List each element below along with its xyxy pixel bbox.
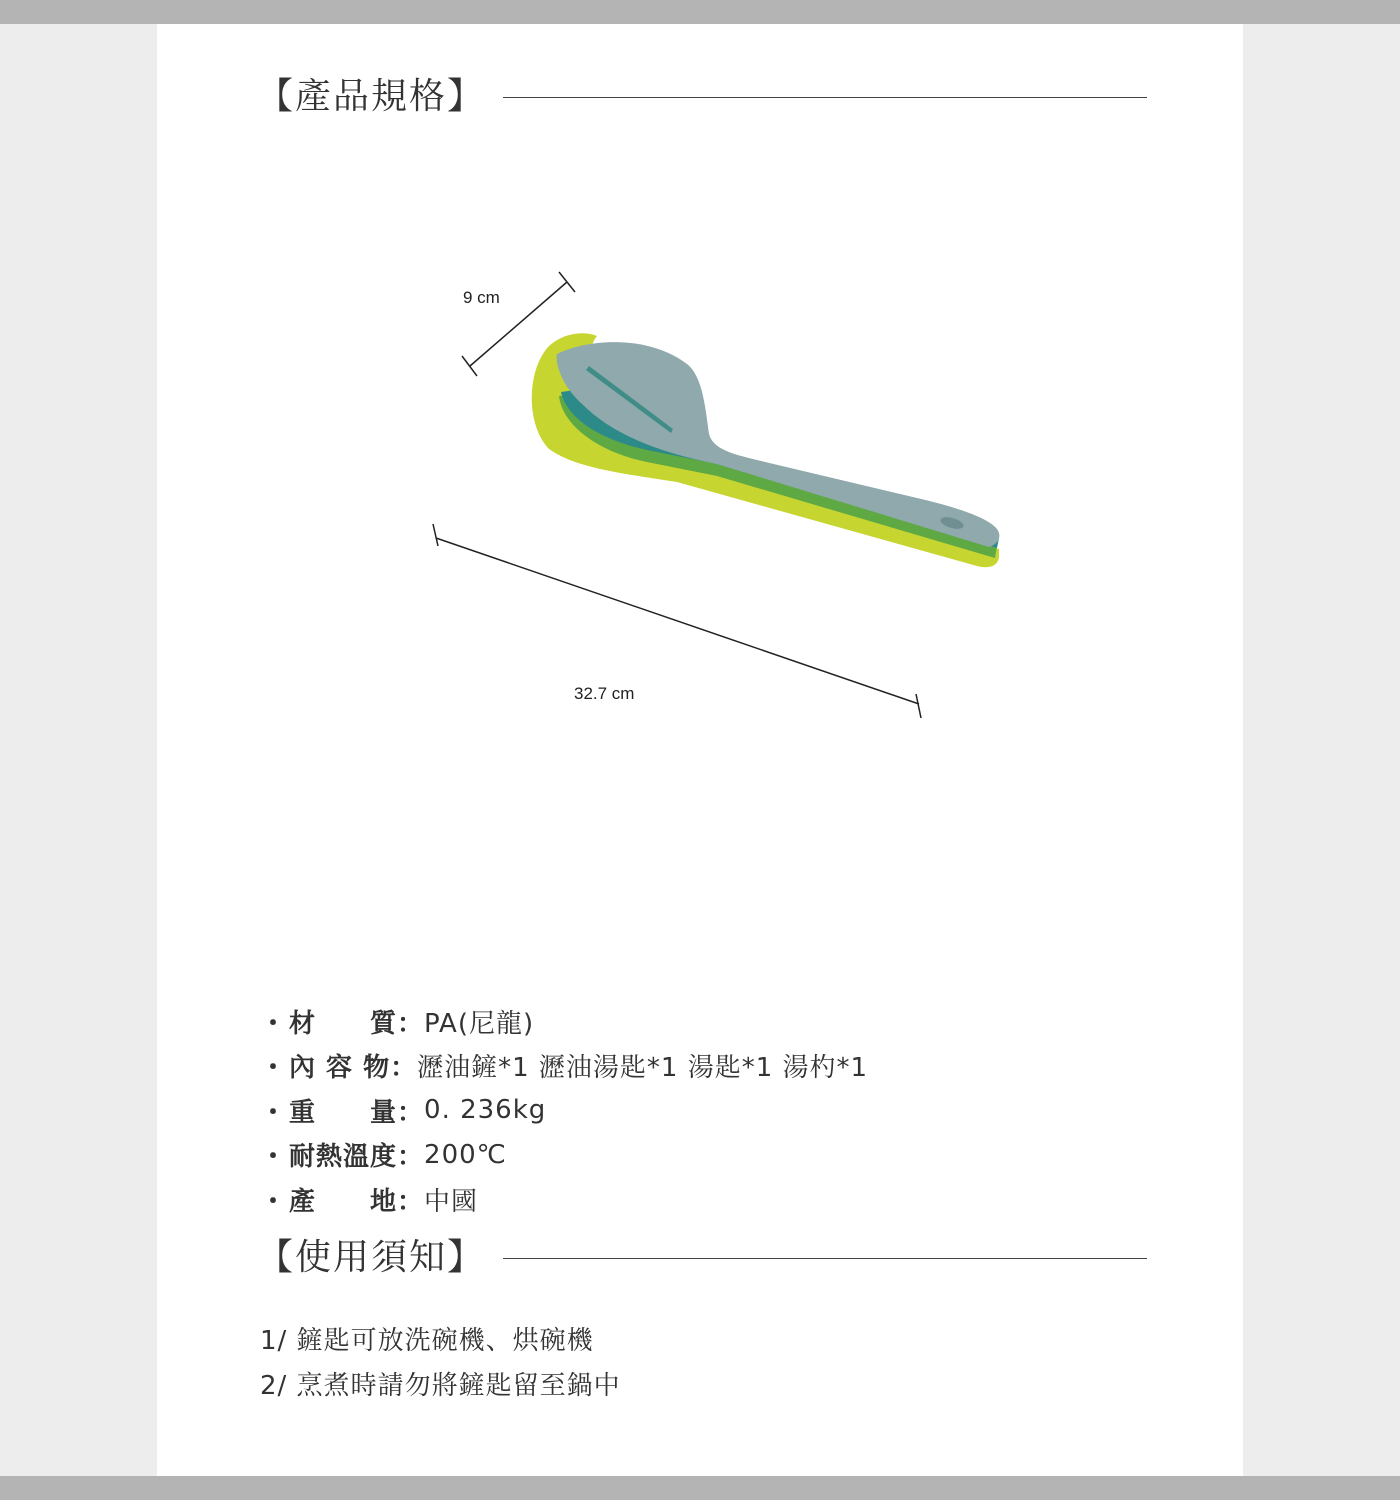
content-card [157,24,1243,1476]
spec-value: PA(尼龍) [424,1008,535,1039]
bullet: ・ [259,1097,286,1128]
spec-item-contents [257,1044,868,1089]
spec-label: 重 量 [289,1097,398,1128]
utensil-set-figure [157,24,1243,824]
spec-separator: ： [390,1053,418,1084]
width-dimension-label: 9 cm [463,288,500,307]
usage-list [260,1320,621,1410]
spec-section-title: 【產品規格】 [257,76,486,117]
spec-label: 材 質 [289,1008,398,1039]
spec-item-origin [257,1177,868,1222]
bottom-border-bar [0,1476,1400,1500]
length-dimension-line [433,524,921,718]
spec-value: 瀝油鏟*1 瀝油湯匙*1 湯匙*1 湯杓*1 [417,1053,869,1084]
spec-separator: ： [397,1142,425,1173]
nested-utensils [532,333,1000,567]
spec-value: 0. 236kg [424,1095,547,1126]
spec-value: 中國 [424,1186,479,1217]
usage-section-heading [257,1233,1147,1283]
heading-divider-line [503,1258,1147,1259]
spec-label: 內 容 物 [289,1053,391,1084]
usage-item: 1/ 鏟匙可放洗碗機、烘碗機 [260,1326,594,1356]
spec-item-heat-resistance [257,1133,868,1178]
usage-section-title: 【使用須知】 [257,1237,486,1278]
bullet: ・ [259,1142,286,1173]
bullet: ・ [259,1008,286,1039]
spec-separator: ： [397,1097,425,1128]
bullet: ・ [259,1186,286,1217]
spec-value: 200℃ [424,1139,507,1170]
bullet: ・ [259,1053,286,1084]
spec-separator: ： [397,1186,425,1217]
spec-label: 產 地 [289,1186,398,1217]
spec-list [257,999,868,1222]
spec-label: 耐熱溫度 [289,1142,398,1173]
spec-separator: ： [397,1008,425,1039]
spec-item-material [257,999,868,1044]
usage-item: 2/ 烹煮時請勿將鏟匙留至鍋中 [260,1371,621,1401]
spec-item-weight [257,1088,868,1133]
length-dimension-label: 32.7 cm [574,684,635,703]
top-border-bar [0,0,1400,24]
